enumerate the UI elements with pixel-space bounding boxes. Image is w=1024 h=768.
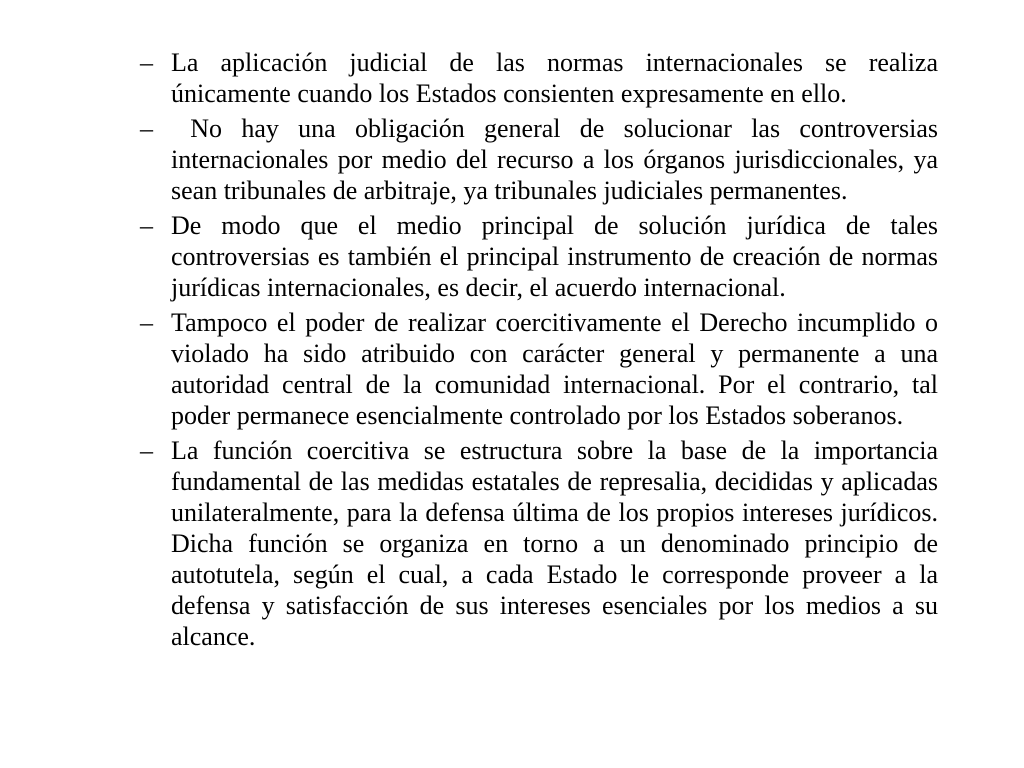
bullet-text: La función coercitiva se estructura sobre la base de la importancia fundamental de las medidas estatales de represalia, decididas y aplicadas unilateralmente, para la defensa última de los propios intereses jurídicos. Dicha función se organiza en torno a un denominado principio de autotutela, según el cual, a cada Estado le corresponde proveer a la defensa y satisfacción de sus intereses esenciales por los medios a su alcance. bbox=[171, 436, 938, 651]
bullet-item-1 bbox=[140, 47, 938, 109]
bullet-text: Tampoco el poder de realizar coercitivamente el Derecho incumplido o violado ha sido atribuido con carácter general y permanente a una autoridad central de la comunidad internacional. Por el contrario, tal poder permanece esencialmente controlado por los Estados soberanos. bbox=[171, 308, 938, 430]
bullet-text: La aplicación judicial de las normas internacionales se realiza únicamente cuando los Estados consienten expresamente en ello. bbox=[171, 48, 938, 108]
dash-bullet-icon: – bbox=[140, 211, 153, 240]
bullet-item-4 bbox=[140, 307, 938, 431]
bullet-list bbox=[140, 47, 945, 656]
dash-bullet-icon: – bbox=[140, 114, 153, 143]
bullet-text: No hay una obligación general de solucionar las controversias internacionales por medio del recurso a los órganos jurisdiccionales, ya sean tribunales de arbitraje, ya tribunales judiciales permanentes. bbox=[171, 114, 945, 205]
dash-bullet-icon: – bbox=[140, 48, 153, 77]
bullet-item-5 bbox=[140, 435, 938, 652]
bullet-item-3 bbox=[140, 210, 938, 303]
bullet-item-2 bbox=[140, 113, 945, 206]
dash-bullet-icon: – bbox=[140, 436, 153, 465]
dash-bullet-icon: – bbox=[140, 308, 153, 337]
bullet-text: De modo que el medio principal de solución jurídica de tales controversias es también el principal instrumento de creación de normas jurídicas internacionales, es decir, el acuerdo internacional. bbox=[171, 211, 938, 302]
